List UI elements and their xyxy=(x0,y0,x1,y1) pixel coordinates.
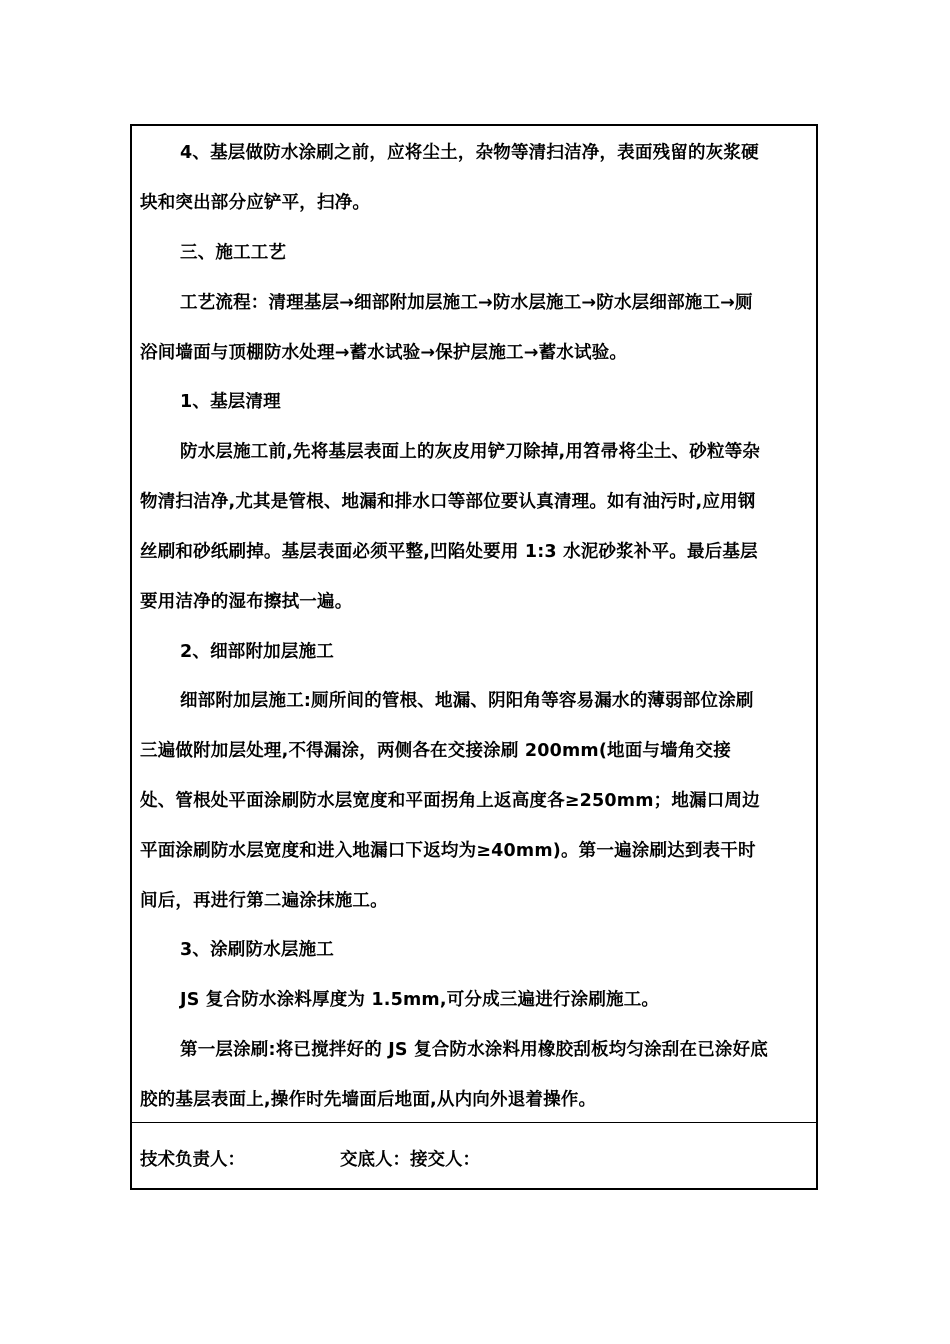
subsection-heading: 3、涂刷防水层施工 xyxy=(180,940,334,960)
document-body xyxy=(132,126,816,1121)
text-line: 三遍做附加层处理,不得漏涂，两侧各在交接涂刷 200mm(地面与墙角交接 xyxy=(140,741,731,761)
text-line: 平面涂刷防水层宽度和进入地漏口下返均为≥40mm)。第一遍涂刷达到表干时 xyxy=(140,841,756,861)
text-line: 胶的基层表面上,操作时先墙面后地面,从内向外退着操作。 xyxy=(140,1090,597,1110)
tech-lead-signature-label: 技术负责人： xyxy=(140,1150,245,1170)
text-line: 块和突出部分应铲平，扫净。 xyxy=(140,193,371,213)
handover-signature-label: 交底人：接交人： xyxy=(340,1150,480,1170)
text-line: JS 复合防水涂料厚度为 1.5mm,可分成三遍进行涂刷施工。 xyxy=(180,990,660,1010)
text-line: 处、管根处平面涂刷防水层宽度和平面拐角上返高度各≥250mm；地漏口周边 xyxy=(140,791,760,811)
text-line: 防水层施工前,先将基层表面上的灰皮用铲刀除掉,用笤帚将尘土、砂粒等杂 xyxy=(180,442,761,462)
text-line: 4、基层做防水涂刷之前，应将尘土，杂物等清扫洁净，表面残留的灰浆硬 xyxy=(180,143,759,163)
text-line: 浴间墙面与顶棚防水处理→蓄水试验→保护层施工→蓄水试验。 xyxy=(140,343,628,363)
text-line: 间后，再进行第二遍涂抹施工。 xyxy=(140,891,388,911)
section-heading: 三、施工工艺 xyxy=(180,243,287,263)
subsection-heading: 2、细部附加层施工 xyxy=(180,642,334,662)
subsection-heading: 1、基层清理 xyxy=(180,392,281,412)
text-line: 工艺流程：清理基层→细部附加层施工→防水层施工→防水层细部施工→厕 xyxy=(180,293,753,313)
text-line: 丝刷和砂纸刷掉。基层表面必须平整,凹陷处要用 1:3 水泥砂浆补平。最后基层 xyxy=(140,542,758,562)
text-line: 第一层涂刷:将已搅拌好的 JS 复合防水涂料用橡胶刮板均匀涂刮在已涂好底 xyxy=(180,1040,768,1060)
text-line: 要用洁净的湿布擦拭一遍。 xyxy=(140,592,353,612)
document-frame xyxy=(130,124,818,1190)
text-line: 细部附加层施工:厕所间的管根、地漏、阴阳角等容易漏水的薄弱部位涂刷 xyxy=(180,691,754,711)
footer-divider xyxy=(132,1122,816,1123)
text-line: 物清扫洁净,尤其是管根、地漏和排水口等部位要认真清理。如有油污时,应用钢 xyxy=(140,492,756,512)
